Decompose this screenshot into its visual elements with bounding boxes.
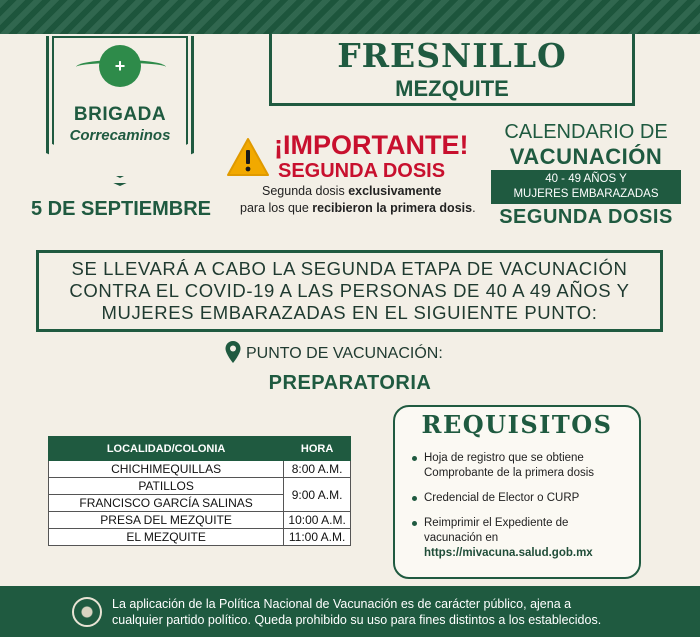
cell-hora: 9:00 A.M.	[284, 478, 351, 512]
badge-subtitle: Correcaminos	[69, 127, 171, 144]
roadrunner-icon: +	[99, 45, 141, 87]
important-title: ¡IMPORTANTE!	[274, 130, 469, 160]
announcement-box	[36, 250, 663, 332]
schedule-table	[48, 436, 351, 546]
vaccination-point-value: PREPARATORIA	[268, 372, 432, 394]
cell-localidad: PATILLOS	[49, 478, 284, 495]
dose-label: SEGUNDA DOSIS	[499, 206, 673, 228]
city-title: FRESNILLO	[337, 36, 567, 75]
announcement-line2: CONTRA EL COVID-19 A LAS PERSONAS DE 40 A 49 AÑOS Y	[69, 280, 630, 301]
municipality-subtitle: MEZQUITE	[395, 76, 509, 101]
cell-localidad: FRANCISCO GARCÍA SALINAS	[49, 495, 284, 512]
footer-line1: La aplicación de la Política Nacional de Vacunación es de carácter público, ajena a	[112, 597, 572, 611]
top-decorative-band	[0, 0, 700, 34]
vaccination-point-label: PUNTO DE VACUNACIÓN:	[246, 345, 443, 362]
important-note-line2: para los que recibieron la primera dosis.	[240, 201, 476, 215]
cell-hora: 8:00 A.M.	[284, 461, 351, 478]
column-header-hora: HORA	[284, 437, 351, 461]
warning-icon	[226, 137, 270, 177]
column-header-localidad: LOCALIDAD/COLONIA	[49, 437, 284, 461]
table-row	[49, 529, 351, 546]
requirements-title: REQUISITOS	[421, 410, 613, 439]
cell-hora: 10:00 A.M.	[284, 512, 351, 529]
footer-line2: cualquier partido político. Queda prohibido su uso para fines distintos a los establecidos.	[112, 613, 602, 627]
list-item: Hoja de registro que se obtiene Comprobante de la primera dosis	[412, 451, 627, 481]
event-date: 5 DE SEPTIEMBRE	[30, 198, 212, 220]
table-row	[49, 461, 351, 478]
footer-disclaimer	[112, 596, 672, 628]
important-subtitle: SEGUNDA DOSIS	[278, 160, 446, 182]
national-seal-icon	[72, 597, 102, 627]
list-item	[412, 516, 627, 561]
announcement-line1: SE LLEVARÁ A CABO LA SEGUNDA ETAPA DE VACUNACIÓN	[71, 258, 628, 279]
age-group-line1: 40 - 49 AÑOS Y	[545, 173, 627, 185]
list-item-text: Reimprimir el Expediente de vacunación en	[424, 517, 569, 544]
mivacuna-link[interactable]: https://mivacuna.salud.gob.mx	[424, 547, 593, 559]
badge-title: BRIGADA	[73, 104, 167, 125]
important-note-line1: Segunda dosis exclusivamente	[262, 184, 442, 198]
calendar-heading-bold: VACUNACIÓN	[509, 144, 663, 169]
cell-localidad: PRESA DEL MEZQUITE	[49, 512, 284, 529]
age-group-line2: MUJERES EMBARAZADAS	[513, 188, 659, 200]
list-item: Credencial de Elector o CURP	[412, 491, 627, 506]
cell-localidad: CHICHIMEQUILLAS	[49, 461, 284, 478]
cell-hora: 11:00 A.M.	[284, 529, 351, 546]
requirements-list	[412, 451, 627, 571]
table-row	[49, 512, 351, 529]
table-header-row	[49, 437, 351, 461]
location-pin-icon	[224, 340, 242, 364]
age-group-box	[491, 170, 681, 204]
cell-localidad: EL MEZQUITE	[49, 529, 284, 546]
announcement-line3: MUJERES EMBARAZADAS EN EL SIGUIENTE PUNTO:	[101, 302, 598, 323]
table-row	[49, 478, 351, 495]
calendar-heading: CALENDARIO DE	[504, 121, 668, 143]
